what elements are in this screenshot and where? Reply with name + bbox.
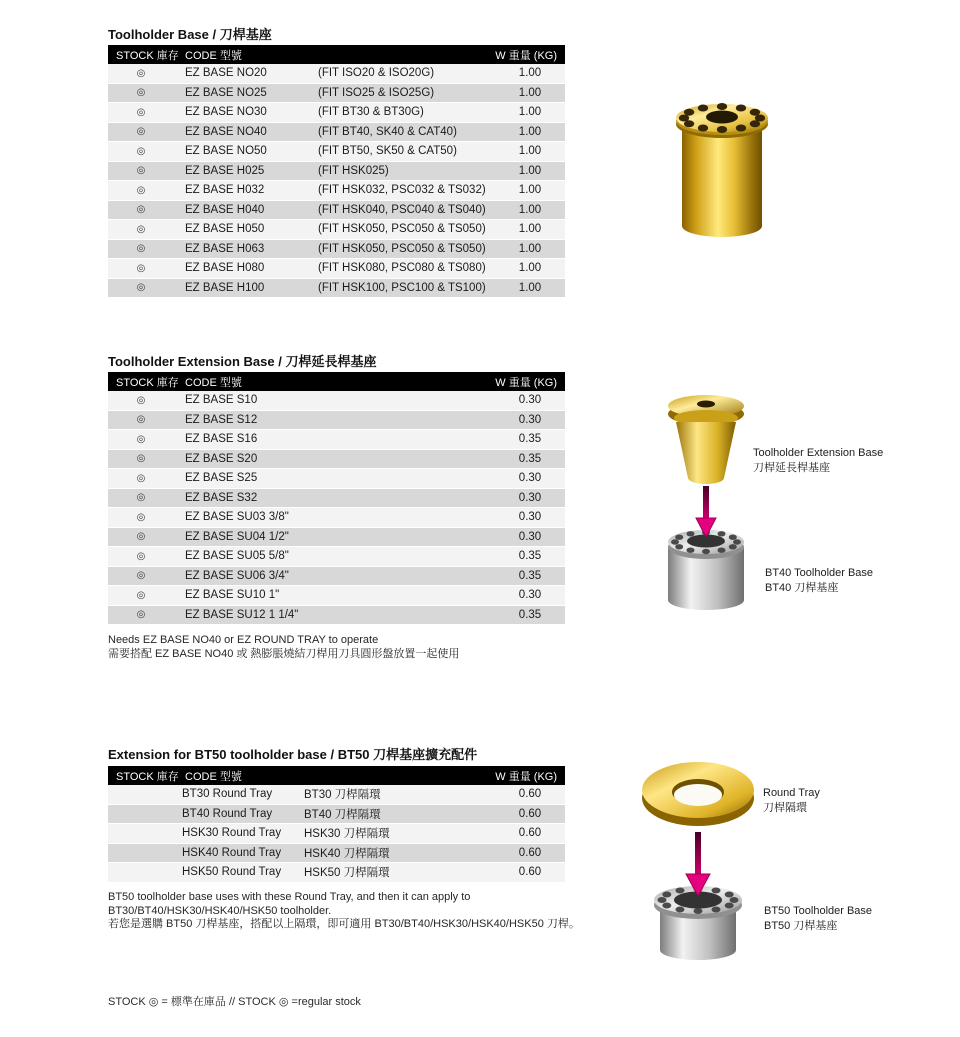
stock-regular-icon: ◎ [136,433,146,445]
down-arrow-icon [696,486,716,537]
code-cell: EZ BASE H080 [185,262,265,275]
code-cell: HSK40 Round Tray [182,846,282,859]
code-cell: EZ BASE H100 [185,281,265,294]
code-cell: EZ BASE SU04 1/2" [185,530,289,543]
weight-cell: 0.60 [518,807,542,820]
weight-cell: 1.00 [518,145,542,158]
table-row [108,785,565,805]
fit-desc-cell: (FIT BT40, SK40 & CAT40) [318,125,457,138]
bt50-extension-note [108,891,586,932]
stock-regular-icon: ◎ [136,472,146,484]
fit-desc-cell: (FIT HSK032, PSC032 & TS032) [318,184,486,197]
weight-cell: 0.60 [518,788,542,801]
extension-base-note [108,634,459,661]
extension-assembly-photo [650,390,762,622]
stock-regular-icon: ◎ [136,67,146,79]
weight-cell: 0.35 [518,433,542,446]
stock-regular-icon: ◎ [136,223,146,235]
code-cell: EZ BASE SU03 3/8" [185,511,289,524]
name-zh-cell: HSK30 刀桿隔環 [304,828,390,841]
name-zh-cell: BT40 刀桿隔環 [304,808,381,821]
bt40-base [668,530,744,610]
fit-desc-cell: (FIT HSK040, PSC040 & TS040) [318,203,486,216]
table-row [108,411,565,431]
header-stock: STOCK 庫存 [116,49,179,62]
weight-cell: 1.00 [518,184,542,197]
stock-regular-icon: ◎ [136,106,146,118]
bt50-base [654,886,742,960]
header-code: CODE 型號 [185,49,242,62]
note-chinese: 若您是選購 BT50 刀桿基座，搭配以上隔環，即可適用 BT30/BT40/HSK30/HSK40/HSK50 刀桿。 [108,918,580,930]
stock-regular-icon: ◎ [136,531,146,543]
table-bt50-extension [108,766,565,883]
table-extension-base [108,372,565,625]
section-title-bt50-extension: Extension for BT50 toolholder base / BT50 刀桿基座擴充配件 [108,747,478,762]
weight-cell: 0.60 [518,866,542,879]
table-row [108,64,565,84]
table-header-row [108,766,565,785]
code-cell: BT40 Round Tray [182,807,273,820]
code-cell: EZ BASE H063 [185,242,265,255]
code-cell: EZ BASE H032 [185,184,265,197]
fit-desc-cell: (FIT ISO20 & ISO20G) [318,67,435,80]
weight-cell: 0.30 [518,394,542,407]
stock-regular-icon: ◎ [136,165,146,177]
fit-desc-cell: (FIT HSK100, PSC100 & TS100) [318,281,486,294]
code-cell: EZ BASE NO50 [185,145,267,158]
stock-regular-icon: ◎ [136,126,146,138]
name-zh-cell: BT30 刀桿隔環 [304,789,381,802]
table-row [108,469,565,489]
stock-regular-icon: ◎ [136,87,146,99]
table-row [108,844,565,864]
header-code: CODE 型號 [185,376,242,389]
stock-regular-icon: ◎ [136,414,146,426]
table-row [108,805,565,825]
table-row [108,489,565,509]
stock-regular-icon: ◎ [136,492,146,504]
table-row [108,201,565,221]
header-stock: STOCK 庫存 [116,770,179,783]
code-cell: EZ BASE S25 [185,472,258,485]
section-title-toolholder-base: Toolholder Base / 刀桿基座 [108,27,272,42]
code-cell: EZ BASE H050 [185,223,265,236]
center-bore [706,111,738,124]
bt40-base-label [765,566,873,596]
table-row [108,142,565,162]
weight-cell: 1.00 [518,203,542,216]
weight-cell: 0.60 [518,827,542,840]
weight-cell: 1.00 [518,67,542,80]
round-tray-part [642,762,754,826]
table-row [108,547,565,567]
fit-desc-cell: (FIT BT30 & BT30G) [318,106,424,119]
code-cell: EZ BASE NO25 [185,86,267,99]
weight-cell: 0.30 [518,589,542,602]
code-cell: HSK30 Round Tray [182,827,282,840]
weight-cell: 1.00 [518,125,542,138]
code-cell: EZ BASE S20 [185,452,258,465]
table-header-row [108,372,565,391]
fit-desc-cell: (FIT BT50, SK50 & CAT50) [318,145,457,158]
weight-cell: 1.00 [518,164,542,177]
stock-regular-icon: ◎ [136,609,146,621]
label-english: Toolholder Extension Base [753,447,884,459]
table-row [108,586,565,606]
label-english: Round Tray [763,787,820,799]
table-row [108,84,565,104]
round-tray-label [763,786,820,816]
code-cell: EZ BASE SU10 1" [185,589,280,602]
stock-regular-icon: ◎ [136,453,146,465]
table-body [108,64,565,298]
table-row [108,259,565,279]
code-cell: EZ BASE S32 [185,491,258,504]
code-cell: EZ BASE NO30 [185,106,267,119]
stock-regular-icon: ◎ [136,511,146,523]
table-row [108,279,565,299]
stock-legend: STOCK ◎ = 標準在庫品 // STOCK ◎ =regular stock [108,996,361,1008]
stock-regular-icon: ◎ [136,184,146,196]
label-english: BT50 Toolholder Base [764,905,873,917]
table-row [108,508,565,528]
table-body [108,391,565,625]
code-cell: EZ BASE NO40 [185,125,267,138]
fit-desc-cell: (FIT HSK050, PSC050 & TS050) [318,223,486,236]
extension-base-label [753,446,883,476]
label-chinese: 刀桿延長桿基座 [753,462,830,474]
header-stock: STOCK 庫存 [116,376,179,389]
weight-cell: 0.30 [518,413,542,426]
toolholder-base-photo [652,78,792,248]
name-zh-cell: HSK40 刀桿隔環 [304,847,390,860]
weight-cell: 0.30 [518,491,542,504]
note-english: BT50 toolholder base uses with these Round Tray, and then it can apply to BT30/BT40/HSK30/HSK40/HSK50 toolholder. [108,891,471,917]
bt50-base-label [764,904,872,934]
weight-cell: 0.30 [518,511,542,524]
fit-desc-cell: (FIT ISO25 & ISO25G) [318,86,435,99]
stock-regular-icon: ◎ [136,550,146,562]
weight-cell: 0.30 [518,472,542,485]
code-cell: EZ BASE SU05 5/8" [185,550,289,563]
weight-cell: 0.60 [518,846,542,859]
code-cell: EZ BASE H025 [185,164,265,177]
table-row [108,220,565,240]
table-row [108,430,565,450]
header-weight: W 重量 (KG) [495,770,557,783]
weight-cell: 1.00 [518,86,542,99]
table-row [108,824,565,844]
code-cell: EZ BASE S10 [185,394,258,407]
fit-desc-cell: (FIT HSK050, PSC050 & TS050) [318,242,486,255]
table-row [108,567,565,587]
table-body [108,785,565,883]
note-chinese: 需要搭配 EZ BASE NO40 或 熱膨脹燒結刀桿用刀具圓形盤放置一起使用 [108,647,460,660]
stock-regular-icon: ◎ [136,589,146,601]
code-cell: EZ BASE S12 [185,413,258,426]
table-row [108,240,565,260]
code-cell: EZ BASE H040 [185,203,265,216]
stock-regular-icon: ◎ [136,204,146,216]
weight-cell: 0.35 [518,569,542,582]
code-cell: EZ BASE S16 [185,433,258,446]
table-row [108,606,565,626]
stock-regular-icon: ◎ [136,145,146,157]
table-row [108,863,565,883]
table-row [108,103,565,123]
code-cell: EZ BASE SU06 3/4" [185,569,289,582]
fit-desc-cell: (FIT HSK080, PSC080 & TS080) [318,262,486,275]
weight-cell: 1.00 [518,281,542,294]
label-chinese: 刀桿隔環 [763,802,807,814]
stock-regular-icon: ◎ [136,243,146,255]
weight-cell: 0.35 [518,452,542,465]
label-chinese: BT50 刀桿基座 [764,920,838,932]
stock-regular-icon: ◎ [136,262,146,274]
stock-regular-icon: ◎ [136,570,146,582]
table-toolholder-base [108,45,565,298]
round-tray-assembly-photo [636,758,764,963]
table-row [108,528,565,548]
extension-base-part [668,395,744,484]
stock-regular-icon: ◎ [136,282,146,294]
header-weight: W 重量 (KG) [495,376,557,389]
table-row [108,391,565,411]
header-weight: W 重量 (KG) [495,49,557,62]
note-english: Needs EZ BASE NO40 or EZ ROUND TRAY to operate [108,634,379,646]
weight-cell: 1.00 [518,262,542,275]
weight-cell: 1.00 [518,223,542,236]
table-row [108,450,565,470]
code-cell: HSK50 Round Tray [182,866,282,879]
code-cell: EZ BASE SU12 1 1/4" [185,608,299,621]
table-header-row [108,45,565,64]
stock-regular-icon: ◎ [136,394,146,406]
weight-cell: 0.30 [518,530,542,543]
table-row [108,123,565,143]
table-row [108,181,565,201]
label-chinese: BT40 刀桿基座 [765,582,839,594]
code-cell: BT30 Round Tray [182,788,273,801]
weight-cell: 1.00 [518,242,542,255]
section-title-extension-base: Toolholder Extension Base / 刀桿延長桿基座 [108,354,377,369]
weight-cell: 0.35 [518,550,542,563]
weight-cell: 0.35 [518,608,542,621]
table-row [108,162,565,182]
header-code: CODE 型號 [185,770,242,783]
code-cell: EZ BASE NO20 [185,67,267,80]
weight-cell: 1.00 [518,106,542,119]
fit-desc-cell: (FIT HSK025) [318,164,389,177]
name-zh-cell: HSK50 刀桿隔環 [304,867,390,880]
label-english: BT40 Toolholder Base [765,567,874,579]
